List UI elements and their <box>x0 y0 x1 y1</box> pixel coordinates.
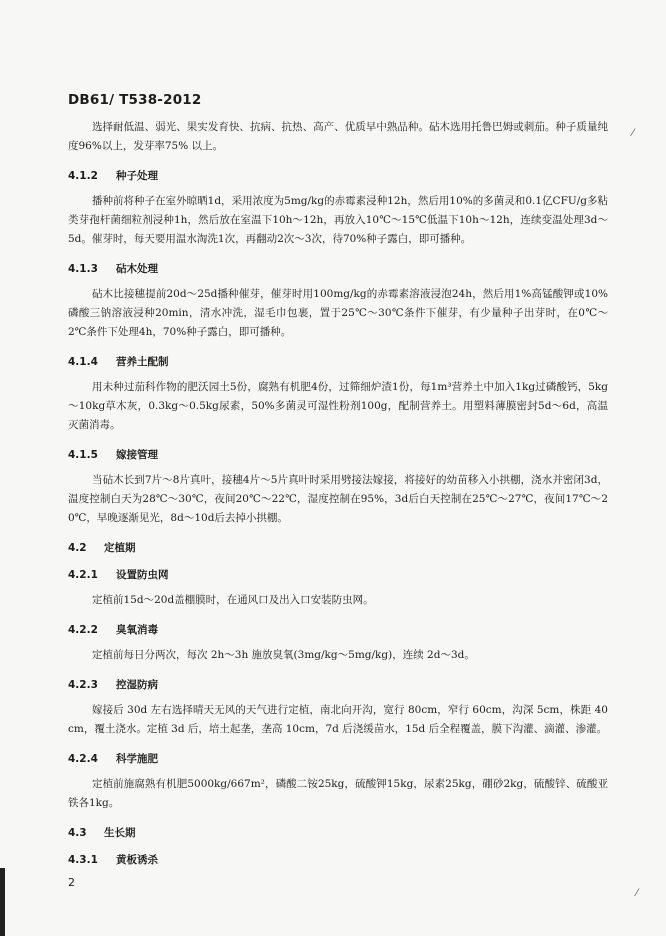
scan-speck: ⁄ <box>636 888 638 899</box>
page-number: 2 <box>68 876 75 889</box>
section-number: 4.1.3 <box>68 263 98 275</box>
section-title: 砧木处理 <box>116 263 158 275</box>
section-4-2-3-heading <box>68 677 608 692</box>
intro-paragraph: 选择耐低温、弱光、果实发育快、抗病、抗热、高产、优质早中熟品种。砧木选用托鲁巴姆或刺茄。种子质量纯度96%以上，发芽率75% 以上。 <box>68 121 608 152</box>
section-4-1-3-heading <box>68 261 608 276</box>
section-title: 控湿防病 <box>116 679 158 691</box>
section-number: 4.2 <box>68 542 87 554</box>
section-number: 4.2.2 <box>68 624 98 636</box>
section-4-2-4-heading <box>68 751 608 766</box>
section-4-2-2-paragraph: 定植前每日分两次，每次 2h～3h 施放臭氧(3mg/kg～5mg/kg)，连续 2d～3d。 <box>92 649 475 661</box>
section-4-1-4-heading <box>68 354 608 369</box>
section-number: 4.2.4 <box>68 753 98 765</box>
section-title: 定植期 <box>104 542 136 554</box>
section-number: 4.3 <box>68 827 87 839</box>
section-4-1-2-heading <box>68 168 608 183</box>
scan-speck: ⁄ <box>632 128 634 139</box>
section-number: 4.2.3 <box>68 679 98 691</box>
section-number: 4.3.1 <box>68 854 98 866</box>
section-number: 4.1.5 <box>68 449 98 461</box>
section-number: 4.1.2 <box>68 170 98 182</box>
section-title: 种子处理 <box>116 170 158 182</box>
section-4-2-4-paragraph: 定植前施腐熟有机肥5000kg/667m²，磷酸二铵25kg，硫酸钾15kg，尿素25kg，硼砂2kg，硫酸锌、硫酸亚铁各1kg。 <box>68 778 608 809</box>
section-title: 营养土配制 <box>116 356 169 368</box>
section-4-2-1-heading <box>68 567 608 582</box>
standard-code-header: DB61/ T538-2012 <box>68 92 202 108</box>
section-title: 嫁接管理 <box>116 449 158 461</box>
section-4-1-5-heading <box>68 447 608 462</box>
section-4-2-1-paragraph: 定植前15d～20d盖棚膜时，在通风口及出入口安装防虫网。 <box>92 594 374 606</box>
section-title: 黄板诱杀 <box>116 854 158 866</box>
section-title: 生长期 <box>104 827 136 839</box>
section-4-1-3-paragraph: 砧木比接穗提前20d～25d播种催芽，催芽时用100mg/kg的赤霉素溶液浸泡24h，然后用1%高锰酸钾或10%磷酸三钠溶液浸种20min，清水冲洗，湿毛巾包裹，置于25℃～30℃条件下催芽，有少量种子出芽时，在0℃～2℃条件下处理4h，70%种子露白，即可播种。 <box>68 288 608 338</box>
section-4-1-2-paragraph: 播种前将种子在室外晾晒1d，采用浓度为5mg/kg的赤霉素浸种12h，然后用10%的多菌灵和0.1亿CFU/g多粘类芽孢杆菌细粒剂浸种1h，然后放在室温下10h～12h，再放入10℃～15℃低温下10h～12h，连续变温处理3d～5d。催芽时，每天要用温水淘洗1次，再翻动2次～3次，待70%种子露白，即可播种。 <box>68 195 608 245</box>
section-4-2-heading <box>68 540 608 555</box>
section-4-1-4-paragraph: 用未种过茄科作物的肥沃园土5份，腐熟有机肥4份，过筛细炉渣1份，每1m³营养土中加入1kg过磷酸钙，5kg～10kg草木灰，0.3kg～0.5kg尿素，50%多菌灵可湿性粉剂100g，配制营养土。用塑料薄膜密封5d～6d，高温灭菌消毒。 <box>68 381 608 431</box>
section-number: 4.2.1 <box>68 569 98 581</box>
section-4-2-3-paragraph: 嫁接后 30d 左右选择晴天无风的天气进行定植，南北向开沟，宽行 80cm，窄行 60cm，沟深 5cm，株距 40cm，覆土浇水。定植 3d 后，培土起垄，垄高 10cm，7d 后浇缓苗水，15d 后全程覆盖，膜下沟灌、滴灌、渗灌。 <box>68 704 608 735</box>
section-number: 4.1.4 <box>68 356 98 368</box>
scan-edge-shadow <box>0 868 5 936</box>
document-body <box>68 118 608 867</box>
section-title: 科学施肥 <box>116 753 158 765</box>
section-4-1-5-paragraph: 当砧木长到7片～8片真叶，接穗4片～5片真叶时采用劈接法嫁接，将接好的幼苗移入小拱棚，浇水并密闭3d，温度控制白天为28℃～30℃，夜间20℃～22℃，湿度控制在95%，3d后白天控制在25℃～27℃，夜间17℃～20℃，早晚逐渐见光，8d～10d后去掉小拱棚。 <box>68 474 608 524</box>
section-title: 臭氧消毒 <box>116 624 158 636</box>
section-4-2-2-heading <box>68 622 608 637</box>
section-4-3-heading <box>68 825 608 840</box>
section-title: 设置防虫网 <box>116 569 169 581</box>
section-4-3-1-heading <box>68 852 608 867</box>
